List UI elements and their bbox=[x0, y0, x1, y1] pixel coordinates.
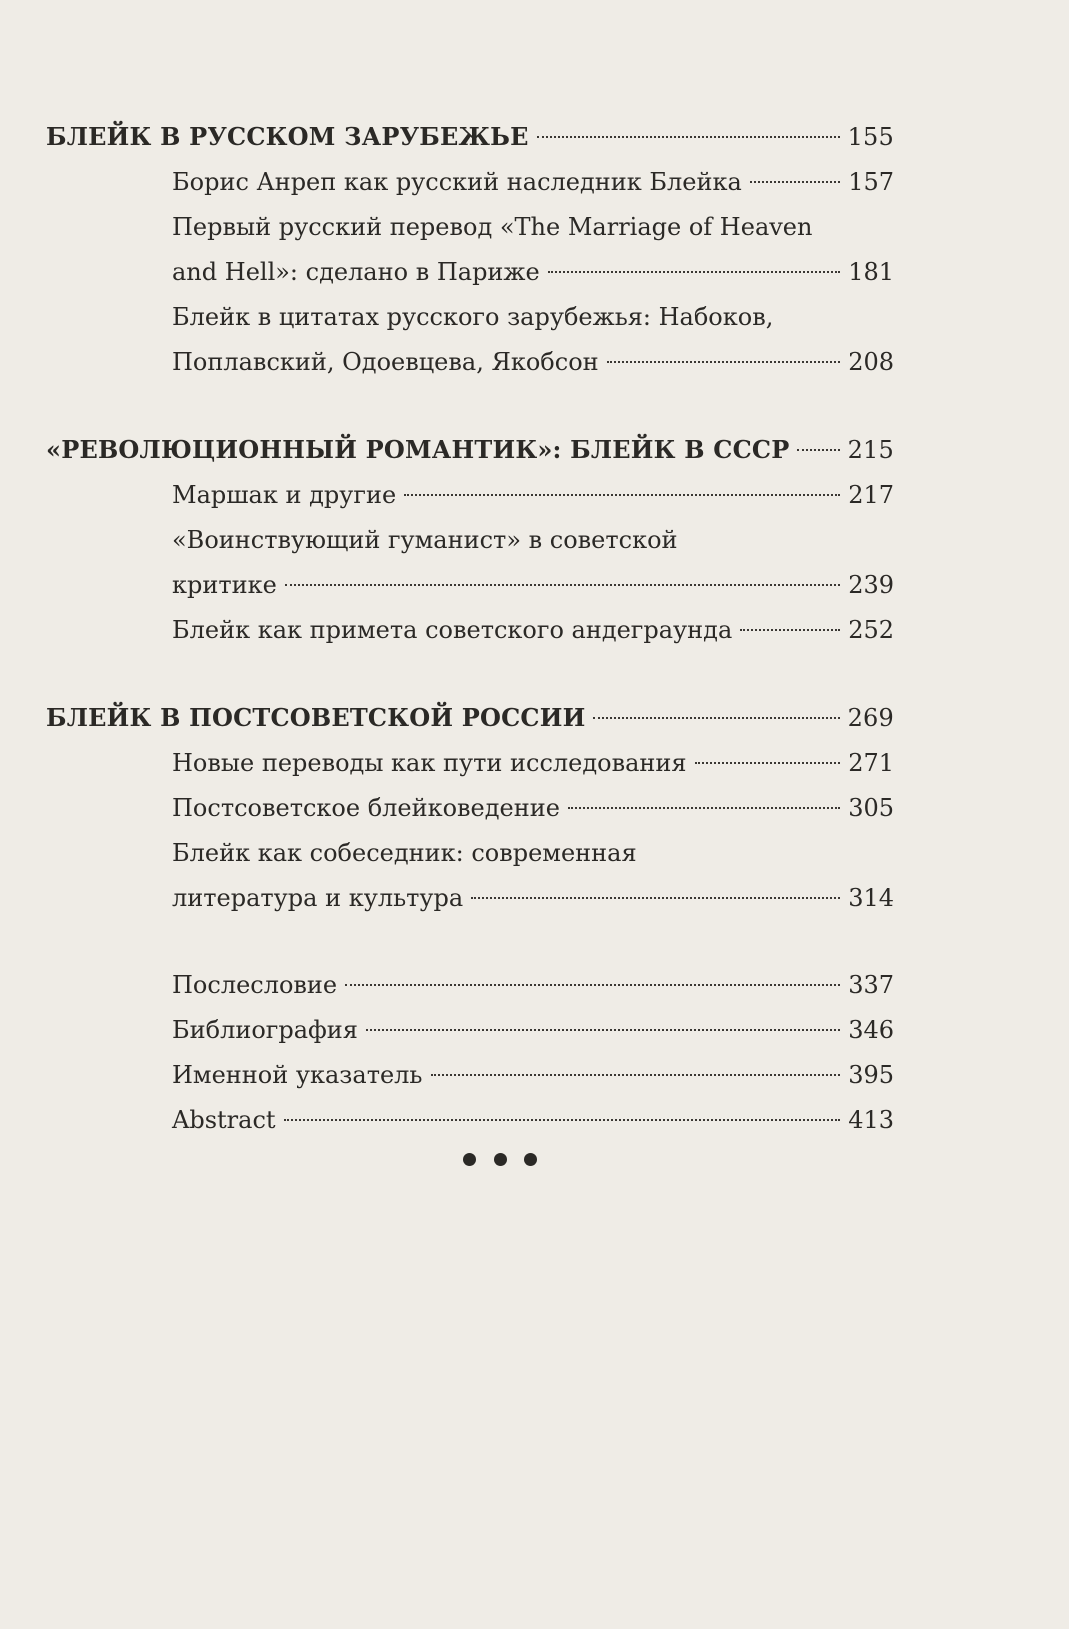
toc-entry bbox=[46, 473, 894, 518]
toc-entry bbox=[46, 340, 894, 385]
toc-section-ussr bbox=[46, 427, 894, 653]
dot-leader bbox=[797, 449, 839, 451]
toc-entry-line: Блейк в цитатах русского зарубежья: Набоков, bbox=[172, 303, 774, 331]
page-number: 155 bbox=[847, 123, 894, 151]
toc-entry-bibliography bbox=[46, 1008, 894, 1053]
table-of-contents bbox=[46, 114, 894, 1185]
dot-leader bbox=[431, 1074, 841, 1076]
dot-leader bbox=[285, 584, 840, 586]
toc-heading-label: «РЕВОЛЮЦИОННЫЙ РОМАНТИК»: БЛЕЙК В СССР bbox=[46, 435, 790, 464]
toc-entry-label: Библиография bbox=[172, 1016, 358, 1044]
toc-entry bbox=[46, 741, 894, 786]
toc-entry-abstract bbox=[46, 1098, 894, 1143]
toc-entry-line: Первый русский перевод «The Marriage of Heaven bbox=[172, 213, 813, 241]
toc-entry bbox=[46, 160, 894, 205]
page-number: 215 bbox=[847, 436, 894, 464]
toc-heading-label: БЛЕЙК В РУССКОМ ЗАРУБЕЖЬЕ bbox=[46, 122, 529, 151]
page-number: 181 bbox=[848, 258, 894, 286]
toc-section-russian-emigration bbox=[46, 114, 894, 385]
dot-icon bbox=[524, 1153, 537, 1166]
dot-leader bbox=[284, 1119, 841, 1121]
toc-entry-label: Abstract bbox=[172, 1106, 276, 1134]
page-number: 346 bbox=[848, 1016, 894, 1044]
toc-entry-label: Поплавский, Одоевцева, Якобсон bbox=[172, 348, 599, 376]
toc-entry-label: Новые переводы как пути исследования bbox=[172, 749, 687, 777]
toc-entry-line: «Воинствующий гуманист» в советской bbox=[172, 526, 678, 554]
dot-leader bbox=[537, 136, 840, 138]
page-number: 208 bbox=[848, 348, 894, 376]
dot-leader bbox=[345, 984, 840, 986]
page-number: 337 bbox=[848, 971, 894, 999]
dot-leader bbox=[568, 807, 840, 809]
toc-heading bbox=[46, 427, 894, 473]
toc-heading bbox=[46, 695, 894, 741]
dot-leader bbox=[366, 1029, 840, 1031]
toc-entry bbox=[46, 608, 894, 653]
toc-back-matter bbox=[46, 963, 894, 1143]
toc-entry bbox=[46, 876, 894, 921]
toc-entry-label: Послесловие bbox=[172, 971, 338, 999]
toc-entry-label: and Hell»: сделано в Париже bbox=[172, 258, 540, 286]
toc-heading-label: БЛЕЙК В ПОСТСОВЕТСКОЙ РОССИИ bbox=[46, 703, 586, 732]
toc-entry-name-index bbox=[46, 1053, 894, 1098]
page-number: 217 bbox=[848, 481, 894, 509]
toc-entry bbox=[46, 250, 894, 295]
dot-leader bbox=[740, 629, 840, 631]
dot-leader bbox=[607, 361, 841, 363]
toc-section-post-soviet bbox=[46, 695, 894, 921]
toc-entry-label: Именной указатель bbox=[172, 1061, 423, 1089]
dot-icon bbox=[463, 1153, 476, 1166]
toc-entry-afterword bbox=[46, 963, 894, 1008]
toc-entry-label: Блейк как примета советского андеграунда bbox=[172, 616, 733, 644]
dot-icon bbox=[494, 1153, 507, 1166]
page-number: 239 bbox=[848, 571, 894, 599]
toc-entry bbox=[46, 786, 894, 831]
page-number: 314 bbox=[848, 884, 894, 912]
toc-entry-label: Постсоветское блейковедение bbox=[172, 794, 560, 822]
three-dots-ornament-icon bbox=[0, 1150, 1000, 1171]
page-number: 271 bbox=[848, 749, 894, 777]
dot-leader bbox=[548, 271, 840, 273]
page-number: 395 bbox=[848, 1061, 894, 1089]
dot-leader bbox=[593, 717, 839, 719]
dot-leader bbox=[404, 494, 840, 496]
page-number: 413 bbox=[848, 1106, 894, 1134]
page-number: 269 bbox=[847, 704, 894, 732]
dot-leader bbox=[750, 181, 840, 183]
toc-heading bbox=[46, 114, 894, 160]
toc-entry-label: критике bbox=[172, 571, 277, 599]
toc-entry-line: Блейк как собеседник: современная bbox=[172, 839, 637, 867]
dot-leader bbox=[695, 762, 841, 764]
toc-entry bbox=[46, 563, 894, 608]
toc-entry-label: литература и культура bbox=[172, 884, 464, 912]
page-number: 305 bbox=[848, 794, 894, 822]
toc-entry-label: Борис Анреп как русский наследник Блейка bbox=[172, 168, 742, 196]
dot-leader bbox=[471, 897, 840, 899]
page-number: 157 bbox=[848, 168, 894, 196]
toc-entry-label: Маршак и другие bbox=[172, 481, 397, 509]
page-number: 252 bbox=[848, 616, 894, 644]
